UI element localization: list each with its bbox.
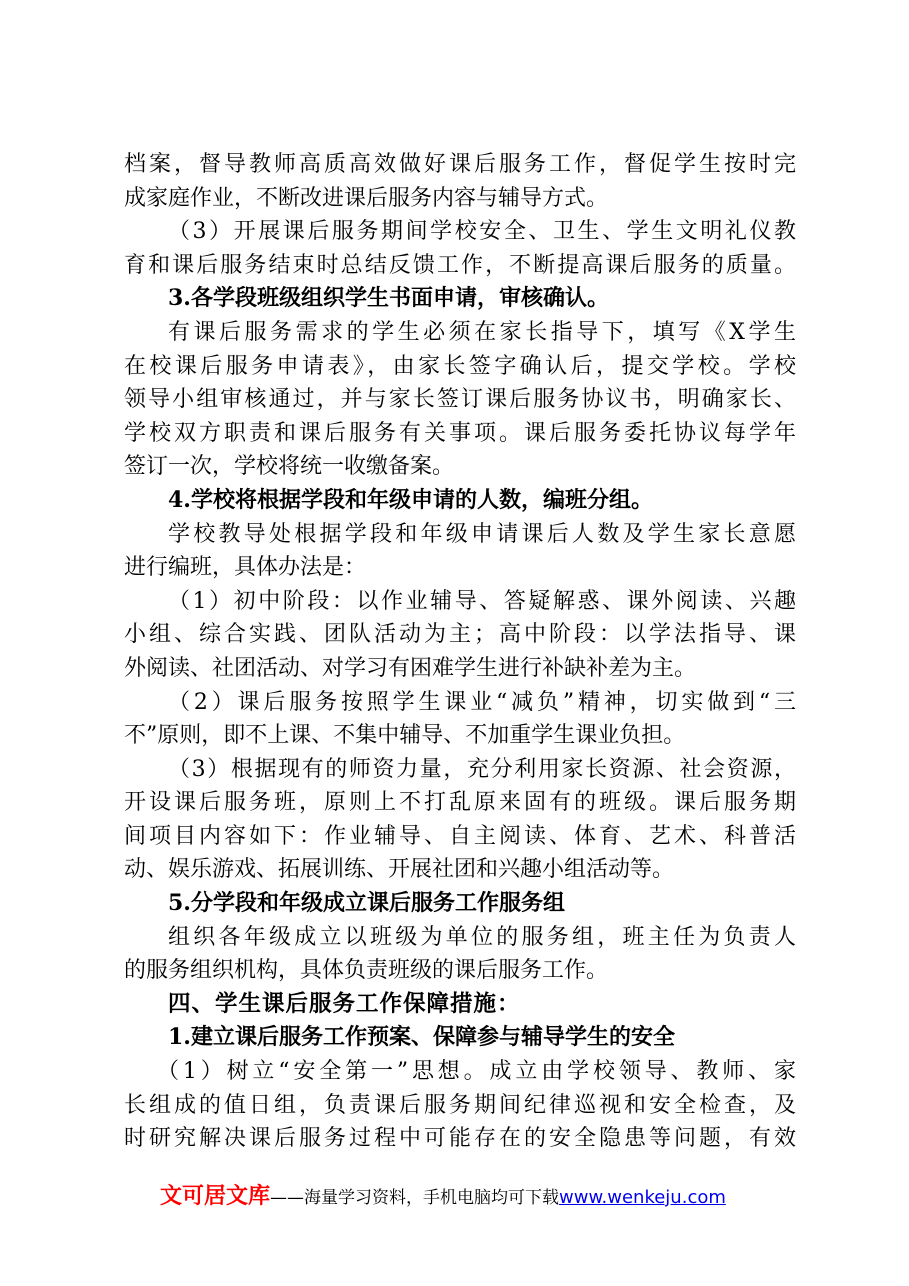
document-body (124, 148, 796, 1156)
section-heading: 四、学生课后服务工作保障措施： (168, 990, 521, 1017)
text-line: 不”原则，即不上课、不集中辅导、不加重学生课业负担。 (124, 723, 686, 749)
footer-banner (160, 1180, 800, 1214)
text-line: 成家庭作业，不断改进课后服务内容与辅导方式。 (124, 185, 609, 211)
text-line: 的服务组织机构，具体负责班级的课后服务工作。 (124, 958, 609, 984)
text-line: 签订一次，学校将统一收缴备案。 (124, 454, 455, 480)
text-line: 进行编班，具体办法是： (124, 555, 367, 581)
text-line: 学校教导处根据学段和年级申请课后人数及学生家长意愿 (168, 521, 796, 547)
text-line: 小组、综合实践、团队活动为主；高中阶段：以学法指导、课 (124, 622, 796, 648)
text-line: 开设课后服务班，原则上不打乱原来固有的班级。课后服务期 (124, 790, 796, 816)
text-line: 组织各年级成立以班级为单位的服务组，班主任为负责人 (168, 924, 796, 950)
text-line: 动、娱乐游戏、拓展训练、开展社团和兴趣小组活动等。 (124, 857, 675, 883)
text-line: 时研究解决课后服务过程中可能存在的安全隐患等问题，有效 (124, 1126, 796, 1152)
subheading: 1.建立课后服务工作预案、保障参与辅导学生的安全 (168, 1024, 675, 1051)
text-line: （1）初中阶段：以作业辅导、答疑解惑、课外阅读、兴趣 (168, 588, 796, 614)
text-line: 学校双方职责和课后服务有关事项。课后服务委托协议每学年 (124, 420, 796, 446)
text-line: （3）开展课后服务期间学校安全、卫生、学生文明礼仪教 (168, 219, 796, 245)
text-line: 有课后服务需求的学生必须在家长指导下，填写《X学生 (168, 319, 796, 345)
text-line: 领导小组审核通过，并与家长签订课后服务协议书，明确家长、 (124, 387, 796, 413)
text-line: （1）树立“安全第一”思想。成立由学校领导、教师、家 (157, 1059, 796, 1085)
subheading: 3.各学段班级组织学生书面申请，审核确认。 (168, 285, 609, 312)
footer-site-link[interactable]: www.wenkeju.com (559, 1187, 726, 1208)
footer-brand: 文可居文库 (160, 1184, 271, 1209)
text-line: 长组成的值日组，负责课后服务期间纪律巡视和安全检查，及 (124, 1092, 796, 1118)
text-line: 间项目内容如下：作业辅导、自主阅读、体育、艺术、科普活 (124, 823, 796, 849)
text-line: 档案，督导教师高质高效做好课后服务工作，督促学生按时完 (124, 152, 796, 177)
text-line: （3）根据现有的师资力量，充分利用家长资源、社会资源， (168, 756, 796, 782)
subheading: 4.学校将根据学段和年级申请的人数，编班分组。 (168, 486, 653, 513)
footer-slogan: ——海量学习资料，手机电脑均可下载 (270, 1188, 560, 1208)
text-line: 在校课后服务申请表》，由家长签字确认后，提交学校。学校 (124, 353, 796, 379)
text-line: （2）课后服务按照学生课业“减负”精神，切实做到“三 (168, 689, 796, 715)
text-line: 外阅读、社团活动、对学习有困难学生进行补缺补差为主。 (124, 655, 697, 681)
subheading: 5.分学段和年级成立课后服务工作服务组 (168, 890, 565, 917)
text-line: 育和课后服务结束时总结反馈工作，不断提高课后服务的质量。 (124, 252, 796, 278)
